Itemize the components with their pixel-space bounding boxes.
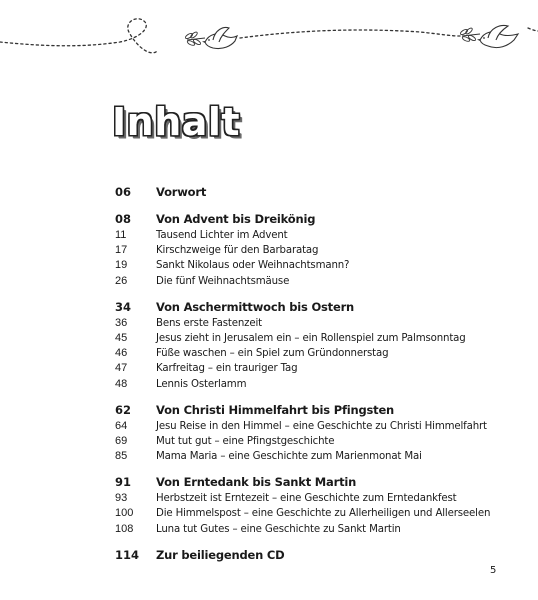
toc-entry-title: Mama Maria – eine Geschichte zum Marienmonat Mai: [156, 451, 422, 463]
toc-entry-page: 19: [115, 259, 128, 272]
toc-entry-title: Kirschzweige für den Barbaratag: [156, 245, 319, 257]
toc-chapter-title: Von Christi Himmelfahrt bis Pfingsten: [156, 402, 395, 417]
toc-entry-page: 64: [115, 419, 128, 432]
toc-entry[interactable]: [115, 419, 515, 434]
toc-chapter-entry[interactable]: [115, 473, 515, 491]
toc-entry[interactable]: [115, 258, 515, 273]
toc-entry-page: 100: [115, 507, 134, 520]
toc-entry-title: Jesu Reise in den Himmel – eine Geschichte zu Christi Himmelfahrt: [156, 420, 487, 432]
toc-chapter-title: Zur beiliegenden CD: [156, 547, 285, 562]
toc-entry[interactable]: [115, 377, 515, 392]
header-decoration: [0, 0, 538, 80]
toc-section: [115, 473, 515, 537]
table-of-contents: [115, 183, 515, 564]
toc-entry[interactable]: [115, 491, 515, 506]
toc-entry-page: 45: [115, 331, 128, 344]
toc-entry[interactable]: [115, 228, 515, 243]
toc-entry[interactable]: [115, 331, 515, 346]
toc-entry-title: Die fünf Weihnachtsmäuse: [156, 275, 290, 287]
toc-chapter-title: Von Advent bis Dreikönig: [156, 212, 316, 226]
dove-icon: [460, 26, 518, 48]
toc-entry-title: Luna tut Gutes – eine Geschichte zu Sankt Martin: [156, 523, 401, 535]
dotted-swirl-line: [0, 19, 158, 53]
toc-chapter-page: 114: [115, 547, 140, 562]
toc-entry[interactable]: [115, 506, 515, 521]
toc-chapter-page: 34: [115, 299, 132, 314]
page-number: 5: [490, 565, 497, 576]
toc-entry-title: Die Himmelspost – eine Geschichte zu Allerheiligen und Allerseelen: [156, 508, 491, 520]
toc-entry-page: 85: [115, 450, 128, 463]
toc-chapter-page: 08: [115, 212, 132, 226]
toc-entry-title: Bens erste Fastenzeit: [156, 317, 263, 329]
toc-chapter-entry[interactable]: [115, 546, 515, 564]
toc-chapter-entry[interactable]: [115, 210, 515, 228]
toc-entry-title: Lennis Osterlamm: [156, 378, 247, 390]
toc-entry-page: 69: [115, 434, 128, 447]
toc-chapter-page: 91: [115, 475, 132, 490]
toc-entry[interactable]: [115, 243, 515, 258]
toc-entry-title: Jesus zieht in Jerusalem ein – ein Rollenspiel zum Palmsonntag: [156, 332, 466, 344]
toc-chapter-title: Von Erntedank bis Sankt Martin: [156, 475, 357, 490]
toc-section: [115, 298, 515, 392]
toc-chapter-title: Vorwort: [156, 185, 207, 199]
toc-entry-title: Füße waschen – ein Spiel zum Gründonnerstag: [156, 348, 389, 360]
toc-chapter-entry[interactable]: [115, 298, 515, 316]
toc-chapter-entry[interactable]: [115, 401, 515, 419]
toc-entry[interactable]: [115, 274, 515, 289]
toc-entry[interactable]: [115, 346, 515, 361]
toc-entry-title: Tausend Lichter im Advent: [156, 230, 288, 241]
toc-entry-page: 26: [115, 274, 128, 287]
toc-entry-title: Karfreitag – ein trauriger Tag: [156, 363, 298, 375]
toc-section: [115, 183, 515, 201]
toc-entry[interactable]: [115, 449, 515, 464]
toc-entry-page: 11: [115, 229, 127, 241]
toc-entry-title: Mut tut gut – eine Pfingstgeschichte: [156, 435, 335, 447]
toc-entry[interactable]: [115, 522, 515, 537]
toc-section: [115, 401, 515, 465]
toc-chapter-page: 62: [115, 402, 132, 417]
toc-section: [115, 210, 515, 289]
dotted-line-right: [240, 30, 460, 38]
toc-entry[interactable]: [115, 316, 515, 331]
dotted-line-far-right: [528, 28, 538, 31]
dove-icon: [185, 28, 237, 49]
toc-entry[interactable]: [115, 434, 515, 449]
toc-section: [115, 546, 515, 564]
toc-entry-title: Sankt Nikolaus oder Weihnachtsmann?: [156, 260, 350, 272]
toc-chapter-page: 06: [115, 185, 132, 199]
toc-entry-page: 108: [115, 522, 134, 535]
toc-entry-title: Herbstzeit ist Erntezeit – eine Geschichte zum Erntedankfest: [156, 493, 457, 505]
toc-entry-page: 93: [115, 492, 128, 505]
toc-entry-page: 47: [115, 362, 128, 375]
toc-chapter-title: Von Aschermittwoch bis Ostern: [156, 299, 355, 314]
toc-entry-page: 46: [115, 347, 128, 360]
toc-entry-page: 36: [115, 316, 128, 329]
toc-entry-page: 48: [115, 377, 128, 390]
toc-chapter-entry[interactable]: [115, 183, 515, 201]
page-title: Inhalt: [112, 100, 241, 144]
toc-entry-page: 17: [115, 244, 128, 257]
toc-entry[interactable]: [115, 361, 515, 376]
